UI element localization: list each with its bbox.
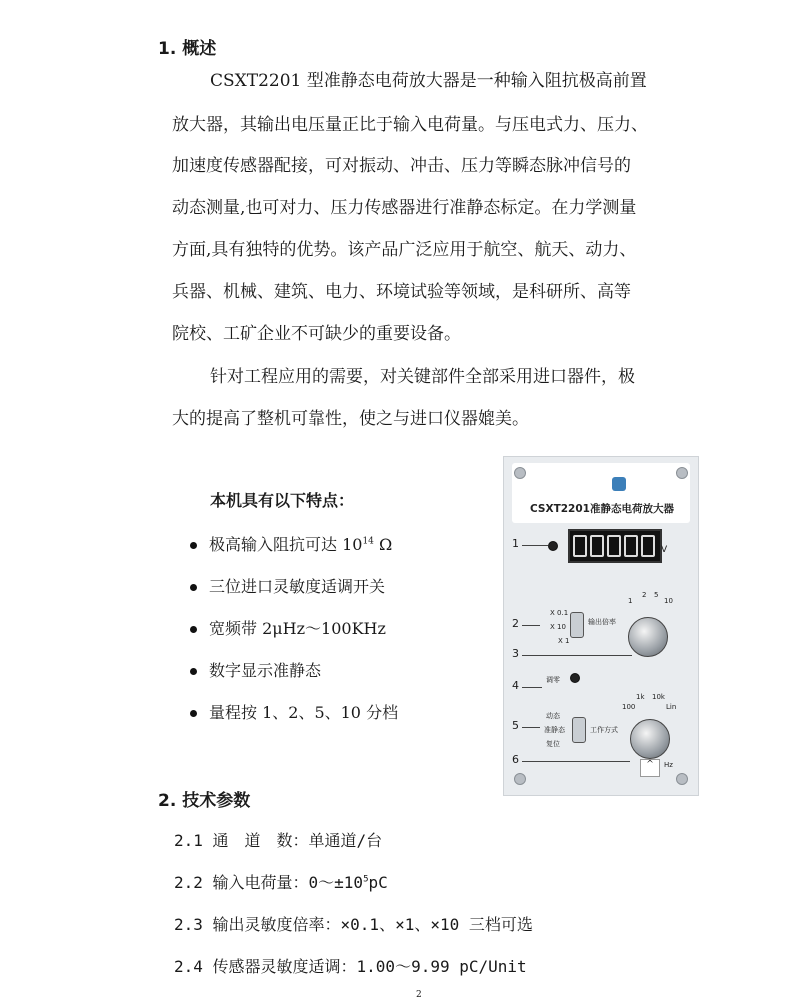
callout-line (522, 625, 540, 626)
bullet-icon (190, 668, 197, 675)
spec-item (174, 828, 382, 851)
overview-line: 动态测量,也可对力、压力传感器进行准静态标定。在力学测量 (172, 198, 637, 218)
digit-segment (607, 535, 621, 557)
range-knob[interactable] (628, 617, 668, 657)
range-mark: 1 (628, 597, 633, 605)
device-front-panel (503, 456, 699, 796)
page-number: 2 (416, 990, 422, 1000)
reset-label: 调零 (546, 676, 560, 684)
feature-text: 数字显示准静态 (209, 661, 322, 680)
feature-item (190, 574, 385, 597)
callout-line (522, 761, 630, 762)
mode-toggle-switch[interactable] (572, 717, 586, 743)
spec-item (174, 954, 527, 977)
frequency-mark: 100 (622, 703, 636, 711)
spec-item (174, 912, 533, 935)
screw-icon (514, 467, 526, 479)
callout-number: 2 (512, 617, 519, 630)
frequency-knob[interactable] (630, 719, 670, 759)
feature-item (190, 658, 321, 681)
spec-suffix: pC (368, 873, 388, 892)
gain-knob-label: 输出倍率 (588, 618, 616, 626)
zero-button[interactable] (570, 673, 580, 683)
mode-knob-label: 工作方式 (590, 726, 618, 734)
mode-label: 准静态 (544, 726, 565, 734)
gain-label: X 10 (550, 623, 566, 631)
feature-superscript: 14 (362, 536, 374, 547)
spec-superscript: 5 (363, 874, 369, 885)
overview-line: 院校、工矿企业不可缺少的重要设备。 (172, 324, 461, 344)
output-connector-icon: ^ (640, 759, 660, 777)
reliability-line: 针对工程应用的需要，对关键部件全部采用进口器件，极 (210, 367, 635, 387)
bullet-icon (190, 584, 197, 591)
features-title: 本机具有以下特点： (210, 491, 355, 510)
callout-number: 4 (512, 679, 519, 692)
frequency-mark: 10k (652, 693, 665, 701)
frequency-unit: Hz (664, 761, 673, 769)
spec-text: 2.3 输出灵敏度倍率：×0.1、×1、×10 三档可选 (174, 915, 533, 934)
screw-icon (514, 773, 526, 785)
input-connector-icon (548, 541, 558, 551)
section-1-heading: 1. 概述 (158, 39, 217, 59)
feature-suffix: Ω (373, 535, 393, 554)
mode-label: 动态 (546, 712, 560, 720)
overview-line: 加速度传感器配接，可对振动、冲击、压力等瞬态脉冲信号的 (172, 156, 631, 176)
callout-line (522, 727, 540, 728)
reliability-line: 大的提高了整机可靠性，使之与进口仪器媲美。 (172, 409, 529, 429)
screw-icon (676, 773, 688, 785)
digit-segment (641, 535, 655, 557)
feature-text: 三位进口灵敏度适调开关 (209, 577, 386, 596)
feature-item (190, 616, 386, 639)
mode-label: 复位 (546, 740, 560, 748)
spec-text: 2.1 通 道 数：单通道/台 (174, 831, 383, 850)
callout-number: 5 (512, 719, 519, 732)
digit-segment (624, 535, 638, 557)
bullet-icon (190, 710, 197, 717)
frequency-mark: Lin (666, 703, 677, 711)
bullet-icon (190, 542, 197, 549)
callout-number: 1 (512, 537, 519, 550)
callout-number: 6 (512, 753, 519, 766)
frequency-mark: 1k (636, 693, 645, 701)
gain-label: X 1 (558, 637, 570, 645)
feature-text: 量程按 1、2、5、10 分档 (209, 703, 399, 722)
bullet-icon (190, 626, 197, 633)
overview-line: 方面,具有独特的优势。该产品广泛应用于航空、航天、动力、 (172, 240, 637, 260)
range-mark: 5 (654, 591, 659, 599)
callout-number: 3 (512, 647, 519, 660)
overview-line: 放大器，其输出电压量正比于输入电荷量。与压电式力、压力、 (172, 115, 648, 135)
spec-item (174, 870, 388, 893)
overview-line: CSXT2201 型准静态电荷放大器是一种输入阻抗极高前置 (210, 71, 647, 91)
range-mark: 2 (642, 591, 647, 599)
panel-header (512, 463, 690, 523)
device-title: CSXT2201准静态电荷放大器 (530, 503, 674, 515)
overview-line: 兵器、机械、建筑、电力、环境试验等领域，是科研所、高等 (172, 282, 631, 302)
range-mark: 10 (664, 597, 673, 605)
feature-item (190, 700, 398, 723)
feature-text: 极高输入阻抗可达 10 (209, 535, 363, 554)
spec-text: 2.4 传感器灵敏度适调：1.00～9.99 pC/Unit (174, 957, 527, 976)
screw-icon (676, 467, 688, 479)
brand-logo-icon (612, 477, 626, 491)
callout-line (522, 545, 548, 546)
section-2-heading: 2. 技术参数 (158, 791, 251, 811)
spec-text: 2.2 输入电荷量：0～±10 (174, 873, 364, 892)
callout-line (522, 687, 542, 688)
digit-segment (573, 535, 587, 557)
gain-label: X 0.1 (550, 609, 569, 617)
digit-segment (590, 535, 604, 557)
feature-text: 宽频带 2μHz～100KHz (209, 619, 386, 638)
callout-line (522, 655, 632, 656)
gain-toggle-switch[interactable] (570, 612, 584, 638)
feature-item (190, 532, 392, 555)
digital-display (568, 529, 662, 563)
display-unit: V (661, 545, 668, 555)
